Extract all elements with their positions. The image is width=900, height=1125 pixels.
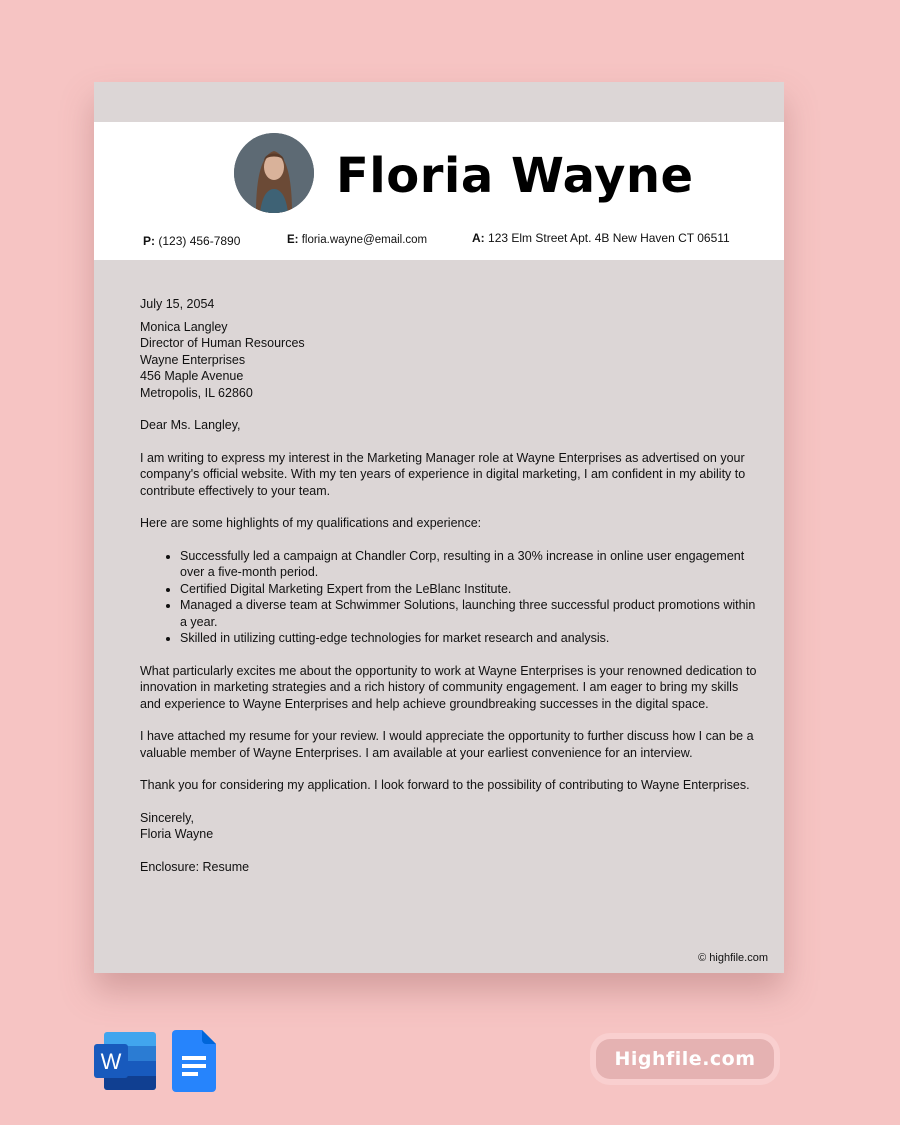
svg-text:W: W [100,1049,122,1074]
recipient-line: 456 Maple Avenue [140,369,244,383]
list-item: • Managed a diverse team at Schwimmer Solutions, launching three successful product promotions within a year. [180,597,760,630]
salutation: Dear Ms. Langley, [140,418,241,432]
email-value: floria.wayne@email.com [301,234,428,246]
copyright-text: © highfile.com [698,952,768,964]
highlights-list [140,548,760,647]
highfile-brand-button[interactable] [590,1033,780,1085]
paragraph-resume: I have attached my resume for your review. I would appreciate the opportunity to further discuss how I can be a valuable member of Wayne Enterprises. I am available at your earliest convenience for an interview. [140,729,754,760]
phone-value: (123) 456-7890 [158,234,241,248]
letter-header [94,122,784,260]
recipient-line: Monica Langley [140,319,228,334]
portrait-photo-icon [234,133,314,213]
enclosure: Enclosure: Resume [140,859,250,874]
avatar [234,133,314,213]
google-docs-icon[interactable] [172,1030,216,1092]
format-icons [94,1030,224,1097]
letter-date: July 15, 2054 [140,297,215,311]
recipient-address [140,319,760,402]
paragraph-intro: I am writing to express my interest in the Marketing Manager role at Wayne Enterprises as advertised on your company's official website. With my ten years of experience in digital marketing, I am confident in my ability to contribute effectively to your team. [140,450,746,498]
contact-phone [143,234,240,248]
recipient-line: Director of Human Resources [140,336,305,350]
signature: Floria Wayne [140,827,214,841]
list-item: • Successfully led a campaign at Chandler Corp, resulting in a 30% increase in online user engagement over a five-month period. [180,548,760,581]
contact-address [472,231,730,245]
paragraph-thanks: Thank you for considering my application. I look forward to the possibility of contributing to Wayne Enterprises. [140,778,750,792]
email-label: E: [287,234,299,246]
address-label: A: [472,231,485,245]
letter-body [140,296,760,891]
recipient-line: Metropolis, IL 62860 [140,385,253,400]
contact-email [287,234,427,246]
word-icon[interactable] [94,1032,156,1090]
list-item: • Skilled in utilizing cutting-edge technologies for market research and analysis. [180,630,760,647]
paragraph-motivation: What particularly excites me about the opportunity to work at Wayne Enterprises is your renowned dedication to innovation in marketing strategies and a rich history of community engagement. I am eager to bring my skills and experience to Wayne Enterprises and help achieve groundbreaking successes in the digital space. [140,663,757,711]
signature-block [140,810,760,843]
list-item: • Certified Digital Marketing Expert from the LeBlanc Institute. [180,581,760,598]
closing: Sincerely, [140,810,194,825]
letter-page [94,82,784,973]
phone-label: P: [143,234,155,248]
highlights-intro: Here are some highlights of my qualifications and experience: [140,516,482,530]
recipient-line: Wayne Enterprises [140,352,246,367]
applicant-name: Floria Wayne [336,148,694,204]
address-value: 123 Elm Street Apt. 4B New Haven CT 06511 [488,231,730,245]
brand-button-label: Highfile.com [596,1039,774,1079]
